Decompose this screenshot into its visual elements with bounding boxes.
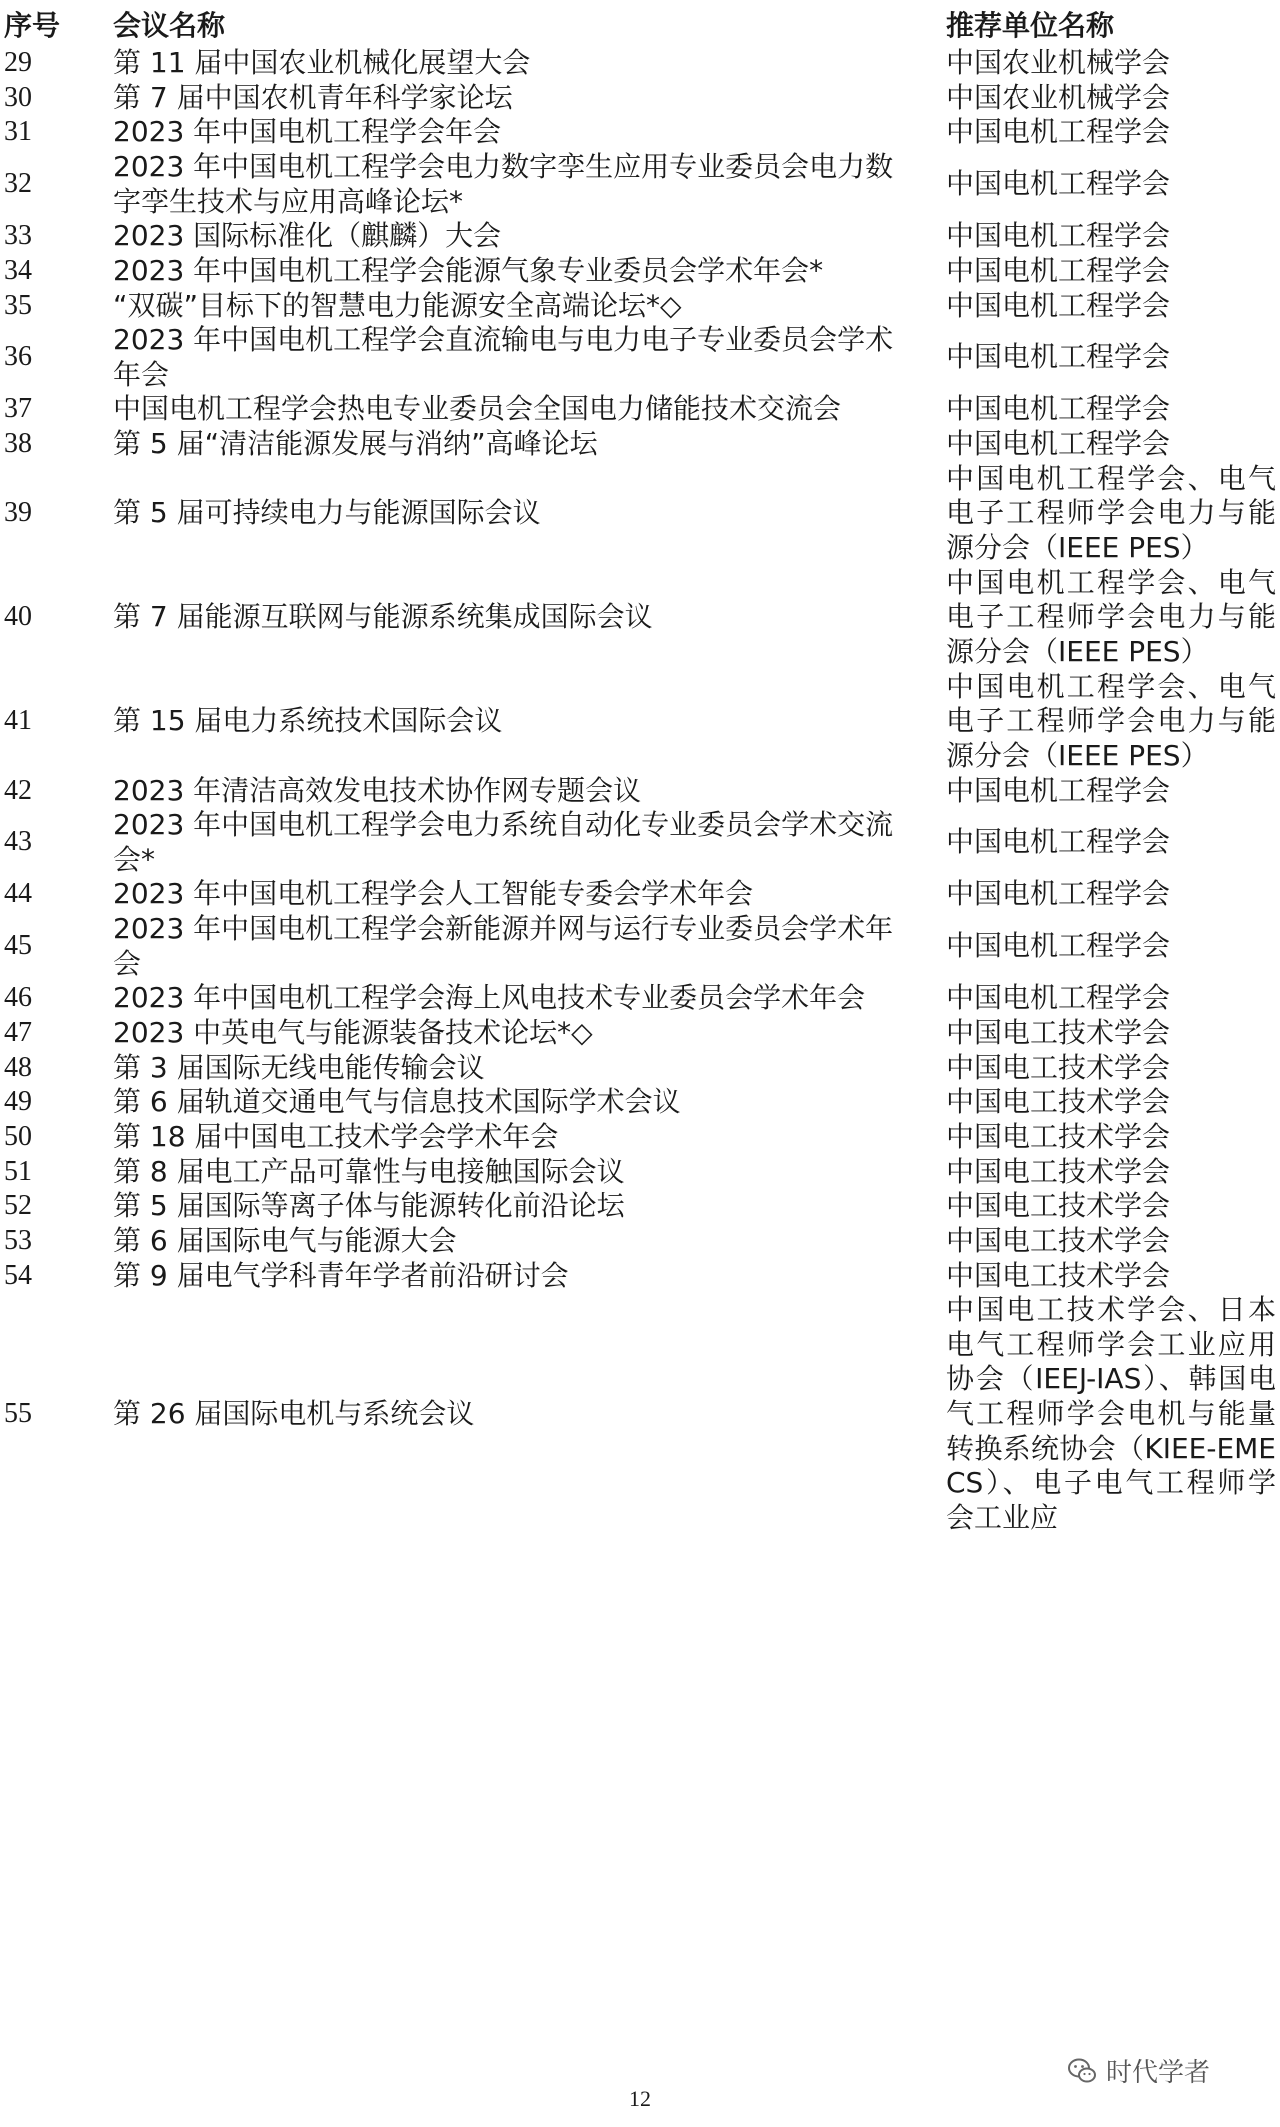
row-conference-name-cell xyxy=(113,427,913,462)
table-row xyxy=(0,289,1280,324)
row-conference-name-cell xyxy=(113,1259,913,1294)
row-recommending-org-cell xyxy=(946,1155,1276,1190)
row-recommending-org: 中国电机工程学会 xyxy=(946,877,1171,911)
row-recommending-org: 中国电机工程学会 xyxy=(946,929,1171,963)
row-recommending-org: 中国电机工程学会、电气电子工程师学会电力与能源分会（IEEE PES） xyxy=(946,461,1276,565)
table-row xyxy=(0,981,1280,1016)
row-conference-name-cell xyxy=(113,392,913,427)
row-index: 44 xyxy=(4,878,32,910)
row-recommending-org: 中国电工技术学会 xyxy=(946,1154,1171,1188)
header-recommending-org: 推荐单位名称 xyxy=(946,9,1115,42)
row-conference-name: 2023 年中国电机工程学会电力数字孪生应用专业委员会电力数字孪生技术与应用高峰论坛* xyxy=(113,149,894,218)
row-recommending-org-cell xyxy=(946,1085,1276,1120)
row-conference-name-cell xyxy=(113,1120,913,1155)
table-row xyxy=(0,566,1280,670)
row-recommending-org: 中国电工技术学会、日本电气工程师学会工业应用协会（IEEJ-IAS）、韩国电气工程师学会电机与能量转换系统协会（KIEE-EMECS）、电子电气工程师学会工业应 xyxy=(946,1293,1276,1535)
row-index: 32 xyxy=(4,168,32,200)
row-conference-name: 2023 年中国电机工程学会人工智能专委会学术年会 xyxy=(113,877,754,911)
row-index: 34 xyxy=(4,254,32,286)
table-row xyxy=(0,427,1280,462)
header-conference-name: 会议名称 xyxy=(113,9,226,42)
header-index: 序号 xyxy=(4,9,61,42)
row-conference-name: 2023 年中国电机工程学会直流输电与电力电子专业委员会学术年会 xyxy=(113,323,894,391)
row-conference-name: 第 6 届轨道交通电气与信息技术国际学术会议 xyxy=(113,1085,681,1119)
row-conference-name: 2023 年中国电机工程学会海上风电技术专业委员会学术年会 xyxy=(113,981,866,1015)
row-conference-name: 第 9 届电气学科青年学者前沿研讨会 xyxy=(113,1258,569,1292)
row-recommending-org-cell xyxy=(946,81,1276,116)
table-row xyxy=(0,323,1280,392)
row-conference-name-cell xyxy=(113,877,913,912)
row-conference-name-cell xyxy=(113,289,913,324)
row-recommending-org-cell xyxy=(946,219,1276,254)
row-recommending-org-cell xyxy=(946,1189,1276,1224)
row-recommending-org: 中国电机工程学会、电气电子工程师学会电力与能源分会（IEEE PES） xyxy=(946,669,1276,772)
row-conference-name-cell xyxy=(113,150,913,219)
row-index: 31 xyxy=(4,116,32,148)
row-recommending-org: 中国电机工程学会 xyxy=(946,427,1171,461)
row-conference-name-cell xyxy=(113,912,913,981)
table-row xyxy=(0,1051,1280,1086)
table-row xyxy=(0,670,1280,774)
row-index: 53 xyxy=(4,1224,32,1256)
row-conference-name: 第 5 届国际等离子体与能源转化前沿论坛 xyxy=(113,1189,625,1223)
row-conference-name-cell xyxy=(113,1016,913,1051)
row-recommending-org-cell xyxy=(946,670,1276,774)
row-conference-name: 第 5 届可持续电力与能源国际会议 xyxy=(113,496,541,530)
table-row xyxy=(0,81,1280,116)
row-conference-name: 第 5 届“清洁能源发展与消纳”高峰论坛 xyxy=(113,427,598,461)
row-recommending-org-cell xyxy=(946,1120,1276,1155)
row-index: 30 xyxy=(4,81,32,113)
row-recommending-org-cell xyxy=(946,1016,1276,1051)
row-index: 50 xyxy=(4,1120,32,1152)
row-conference-name-cell xyxy=(113,219,913,254)
row-recommending-org: 中国农业机械学会 xyxy=(946,80,1171,114)
row-conference-name: 2023 年中国电机工程学会年会 xyxy=(113,115,502,149)
row-recommending-org: 中国电机工程学会 xyxy=(946,253,1171,287)
row-recommending-org-cell xyxy=(946,254,1276,289)
row-conference-name-cell xyxy=(113,1085,913,1120)
row-index: 52 xyxy=(4,1190,32,1222)
row-recommending-org: 中国电工技术学会 xyxy=(946,1258,1171,1292)
table-row xyxy=(0,1189,1280,1224)
row-conference-name-cell xyxy=(113,670,913,774)
table-row xyxy=(0,462,1280,566)
row-index: 33 xyxy=(4,220,32,252)
watermark-text: 时代学者 xyxy=(1106,2058,1211,2088)
table-row xyxy=(0,808,1280,877)
row-conference-name: 2023 国际标准化（麒麟）大会 xyxy=(113,219,502,253)
table-row xyxy=(0,1293,1280,1536)
table-row xyxy=(0,392,1280,427)
row-recommending-org: 中国电机工程学会 xyxy=(946,392,1171,426)
row-conference-name: 第 6 届国际电气与能源大会 xyxy=(113,1223,457,1257)
row-index: 37 xyxy=(4,393,32,425)
table-row xyxy=(0,150,1280,219)
row-recommending-org: 中国电机工程学会 xyxy=(946,825,1171,859)
row-conference-name: 第 11 届中国农业机械化展望大会 xyxy=(113,46,531,79)
row-conference-name: 第 3 届国际无线电能传输会议 xyxy=(113,1050,485,1084)
row-recommending-org-cell xyxy=(946,1224,1276,1259)
row-conference-name-cell xyxy=(113,462,913,566)
row-index: 36 xyxy=(4,341,32,373)
row-index: 43 xyxy=(4,826,32,858)
row-conference-name: 2023 年中国电机工程学会电力系统自动化专业委员会学术交流会* xyxy=(113,808,894,876)
row-conference-name-cell xyxy=(113,774,913,809)
row-recommending-org-cell xyxy=(946,981,1276,1016)
table-row xyxy=(0,115,1280,150)
table-row xyxy=(0,1085,1280,1120)
table-row xyxy=(0,1120,1280,1155)
row-index: 29 xyxy=(4,47,32,78)
table-row xyxy=(0,219,1280,254)
row-conference-name: 中国电机工程学会热电专业委员会全国电力储能技术交流会 xyxy=(113,392,842,426)
row-recommending-org: 中国电工技术学会 xyxy=(946,1223,1171,1257)
row-conference-name-cell xyxy=(113,115,913,150)
table-row xyxy=(0,1259,1280,1294)
row-recommending-org-cell xyxy=(946,46,1276,81)
row-recommending-org: 中国电工技术学会 xyxy=(946,1085,1171,1119)
row-recommending-org: 中国电工技术学会 xyxy=(946,1050,1171,1084)
row-recommending-org: 中国电机工程学会 xyxy=(946,219,1171,253)
row-conference-name: 2023 年中国电机工程学会能源气象专业委员会学术年会* xyxy=(113,253,824,287)
row-recommending-org-cell xyxy=(946,1259,1276,1294)
row-index: 40 xyxy=(4,601,32,633)
row-conference-name-cell xyxy=(113,1155,913,1190)
row-conference-name-cell xyxy=(113,323,913,392)
row-recommending-org-cell xyxy=(946,462,1276,566)
row-recommending-org-cell xyxy=(946,877,1276,912)
row-conference-name: “双碳”目标下的智慧电力能源安全高端论坛*◇ xyxy=(113,288,682,322)
row-conference-name-cell xyxy=(113,254,913,289)
row-recommending-org-cell xyxy=(946,427,1276,462)
row-index: 54 xyxy=(4,1259,32,1291)
row-recommending-org-cell xyxy=(946,323,1276,392)
row-recommending-org: 中国电工技术学会 xyxy=(946,1119,1171,1153)
row-index: 38 xyxy=(4,428,32,460)
row-conference-name-cell xyxy=(113,981,913,1016)
row-recommending-org: 中国电机工程学会 xyxy=(946,340,1171,374)
table-row xyxy=(0,912,1280,981)
row-recommending-org-cell xyxy=(946,912,1276,981)
row-index: 49 xyxy=(4,1086,32,1118)
row-index: 48 xyxy=(4,1051,32,1083)
row-conference-name-cell xyxy=(113,81,913,116)
row-recommending-org-cell xyxy=(946,808,1276,877)
row-conference-name: 第 7 届中国农机青年科学家论坛 xyxy=(113,80,513,114)
row-conference-name: 第 7 届能源互联网与能源系统集成国际会议 xyxy=(113,600,653,634)
row-recommending-org: 中国电机工程学会 xyxy=(946,115,1171,149)
table-row xyxy=(0,774,1280,809)
row-index: 47 xyxy=(4,1017,32,1049)
row-recommending-org-cell xyxy=(946,289,1276,324)
row-conference-name: 第 18 届中国电工技术学会学术年会 xyxy=(113,1119,559,1153)
watermark xyxy=(1066,2052,1210,2089)
row-recommending-org: 中国电工技术学会 xyxy=(946,1016,1171,1050)
row-index: 42 xyxy=(4,774,32,806)
row-conference-name-cell xyxy=(113,1224,913,1259)
table-row xyxy=(0,1155,1280,1190)
row-index: 46 xyxy=(4,982,32,1014)
row-conference-name-cell xyxy=(113,46,913,81)
row-index: 35 xyxy=(4,289,32,321)
row-recommending-org-cell xyxy=(946,115,1276,150)
row-index: 41 xyxy=(4,705,32,737)
row-conference-name-cell xyxy=(113,566,913,670)
row-conference-name: 2023 年中国电机工程学会新能源并网与运行专业委员会学术年会 xyxy=(113,912,894,980)
page-number: 12 xyxy=(629,2086,651,2111)
row-index: 51 xyxy=(4,1155,32,1187)
table-row xyxy=(0,1016,1280,1051)
row-recommending-org-cell xyxy=(946,774,1276,809)
row-conference-name: 2023 中英电气与能源装备技术论坛*◇ xyxy=(113,1016,593,1050)
table-row xyxy=(0,1224,1280,1259)
row-recommending-org-cell xyxy=(946,566,1276,670)
table-row xyxy=(0,46,1280,81)
table-row xyxy=(0,254,1280,289)
row-conference-name-cell xyxy=(113,808,913,877)
wechat-icon xyxy=(1066,2055,1098,2087)
row-recommending-org-cell xyxy=(946,1293,1276,1536)
row-recommending-org: 中国电机工程学会 xyxy=(946,773,1171,807)
row-conference-name-cell xyxy=(113,1051,913,1086)
row-conference-name-cell xyxy=(113,1189,913,1224)
table-body xyxy=(0,46,1280,1536)
row-conference-name: 第 8 届电工产品可靠性与电接触国际会议 xyxy=(113,1154,625,1188)
row-recommending-org: 中国电机工程学会、电气电子工程师学会电力与能源分会（IEEE PES） xyxy=(946,565,1276,668)
row-recommending-org: 中国电机工程学会 xyxy=(946,167,1171,201)
row-recommending-org: 中国电工技术学会 xyxy=(946,1189,1171,1223)
row-conference-name: 第 26 届国际电机与系统会议 xyxy=(113,1397,475,1431)
row-recommending-org: 中国电机工程学会 xyxy=(946,981,1171,1015)
row-index: 45 xyxy=(4,930,32,962)
row-conference-name: 第 15 届电力系统技术国际会议 xyxy=(113,704,503,738)
row-conference-name: 2023 年清洁高效发电技术协作网专题会议 xyxy=(113,773,642,807)
row-recommending-org-cell xyxy=(946,150,1276,219)
row-index: 55 xyxy=(4,1398,32,1430)
row-recommending-org: 中国农业机械学会 xyxy=(946,46,1171,79)
row-recommending-org-cell xyxy=(946,392,1276,427)
row-recommending-org: 中国电机工程学会 xyxy=(946,288,1171,322)
row-conference-name-cell xyxy=(113,1293,913,1536)
row-recommending-org-cell xyxy=(946,1051,1276,1086)
table-header xyxy=(0,0,1280,46)
row-index: 39 xyxy=(4,497,32,529)
table-row xyxy=(0,877,1280,912)
